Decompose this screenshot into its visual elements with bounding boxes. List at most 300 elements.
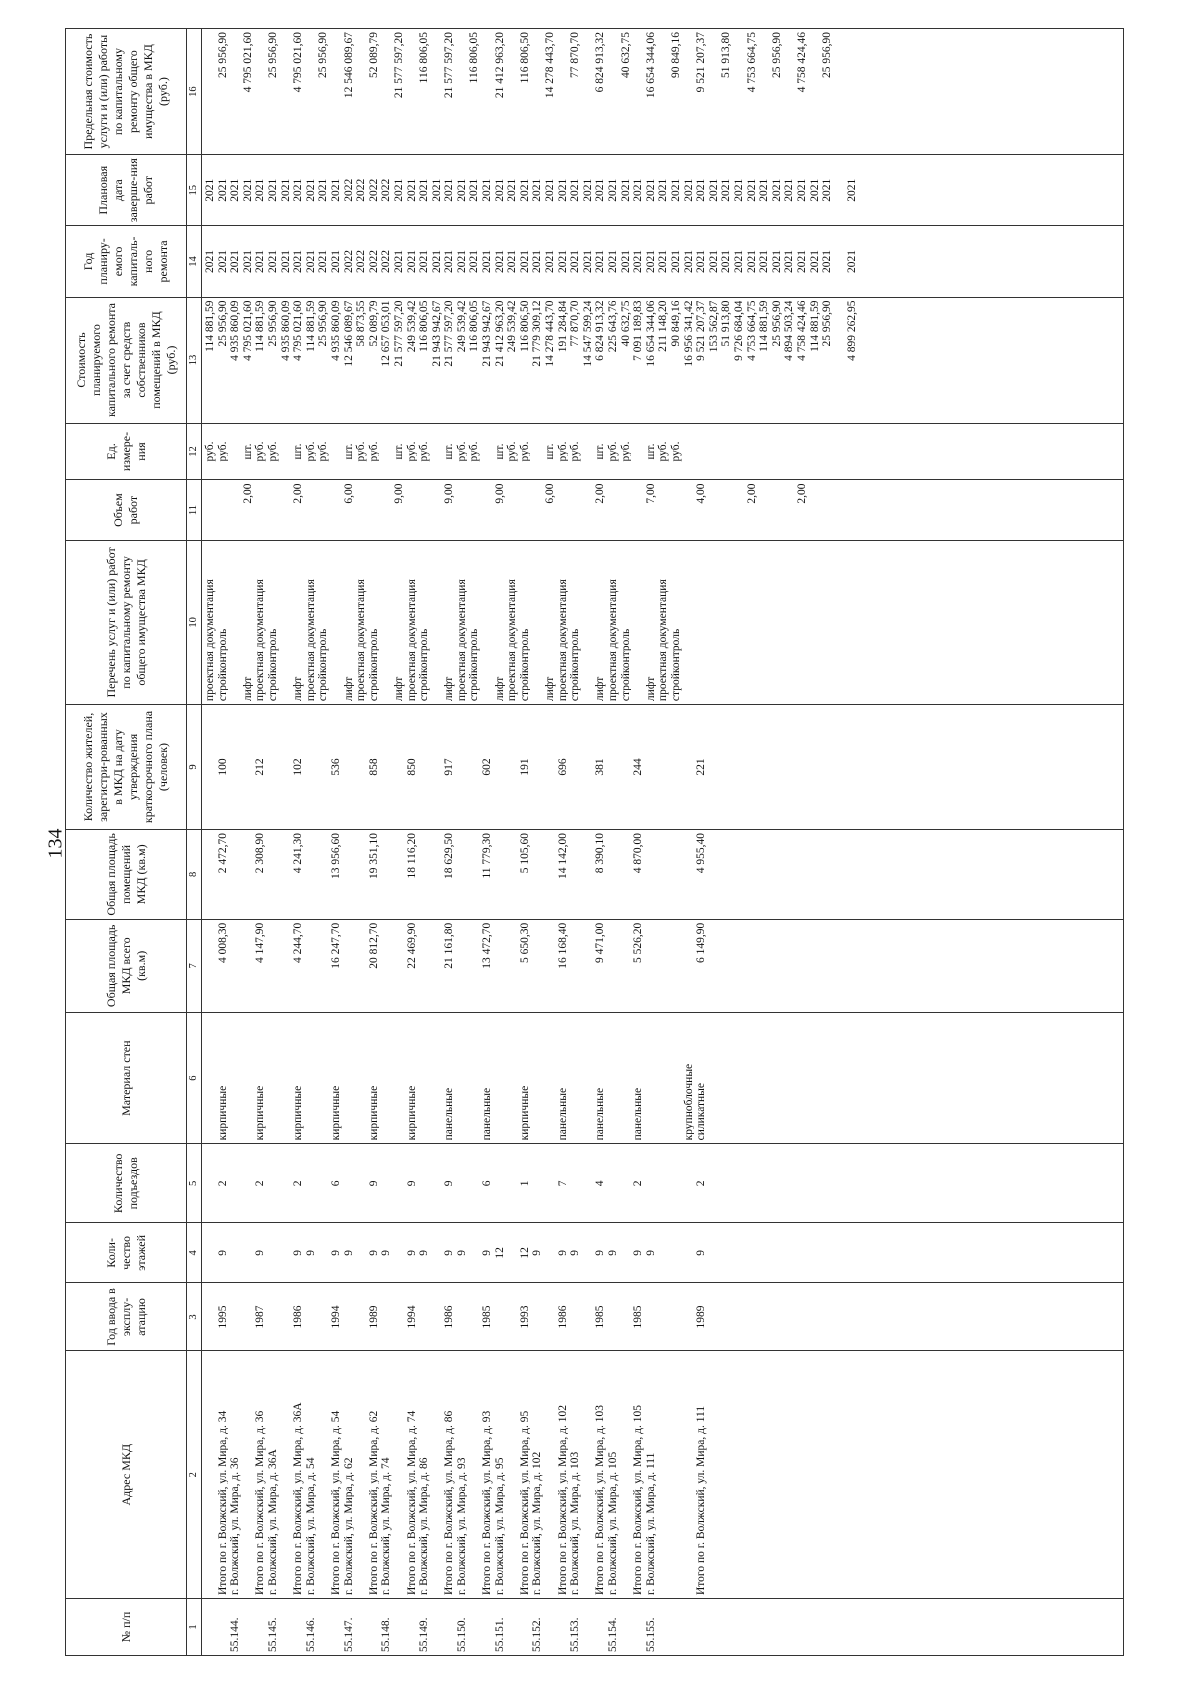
cell-line: 40 632,75 bbox=[619, 300, 632, 347]
cell-line: 2021 bbox=[481, 178, 493, 202]
cell-line: 18 629,50 bbox=[443, 832, 455, 879]
cell-line: г. Волжский, ул. Мира, д. 103 bbox=[569, 1451, 581, 1596]
cell-line bbox=[493, 923, 506, 1009]
cell-line bbox=[619, 1287, 632, 1348]
cell-line bbox=[379, 427, 392, 477]
cell-line bbox=[493, 1016, 506, 1140]
cell-line: 2021 bbox=[493, 178, 506, 202]
cell-line: панельные bbox=[632, 1087, 644, 1141]
cell-line: проектная документация bbox=[657, 579, 669, 702]
cell-line: 21 577 597,20 bbox=[392, 32, 405, 99]
cell-line: 16 168,40 bbox=[556, 922, 569, 969]
cell-line: 2021 bbox=[531, 249, 544, 273]
cell-line: кирпичные bbox=[254, 1085, 266, 1141]
cell-line: 2021 bbox=[594, 249, 606, 273]
cell-line bbox=[505, 1354, 518, 1595]
cell-line: г. Волжский, ул. Мира, д. 95 bbox=[493, 1457, 506, 1596]
cell-line bbox=[203, 833, 216, 916]
cell-line bbox=[405, 32, 418, 151]
cell-line: 211 148,20 bbox=[657, 300, 669, 352]
cell-line bbox=[833, 158, 846, 222]
cell-line bbox=[266, 483, 279, 536]
cell-line bbox=[392, 923, 405, 1009]
cell-line: шт. bbox=[493, 443, 506, 460]
cell-line: стройконтроль bbox=[468, 628, 481, 702]
cell-line: 4 244,70 bbox=[292, 922, 304, 964]
cell-line: Итого по г. Волжский, ул. Мира, д. 102 bbox=[556, 1405, 569, 1596]
cell-line: 2021 bbox=[329, 249, 342, 273]
cell-line bbox=[392, 1287, 405, 1348]
cell-line: 25 956,90 bbox=[317, 300, 329, 347]
cell-line bbox=[467, 1226, 480, 1279]
cell-line bbox=[266, 708, 279, 826]
cell-line: 9 bbox=[329, 1250, 342, 1256]
cell-line: 116 806,50 bbox=[518, 32, 531, 84]
body-col-5 bbox=[202, 1144, 1124, 1223]
cell-line bbox=[656, 1354, 669, 1595]
cell-line: 25 956,90 bbox=[266, 300, 279, 347]
cell-line: 4 753 664,75 bbox=[745, 32, 758, 93]
column-number-3: 3 bbox=[187, 1283, 202, 1351]
header-col-6: Материал стен bbox=[66, 1012, 187, 1143]
cell-line: г. Волжский, ул. Мира, д. 36А bbox=[266, 1449, 279, 1596]
cell-line bbox=[405, 1602, 418, 1652]
cell-line: 6,00 bbox=[544, 483, 556, 504]
cell-line: 9 bbox=[443, 1180, 455, 1187]
cell-line bbox=[430, 1226, 443, 1279]
cell-line: 2021 bbox=[581, 178, 594, 202]
cell-line bbox=[669, 1016, 682, 1140]
cell-line bbox=[644, 1287, 657, 1348]
cell-line: руб. bbox=[569, 441, 581, 462]
cell-line: 21 577 597,20 bbox=[443, 300, 455, 367]
cell-line: 25 956,90 bbox=[821, 32, 833, 78]
cell-line bbox=[354, 1287, 367, 1348]
cell-line: 2021 bbox=[770, 249, 783, 273]
cell-line bbox=[467, 1016, 480, 1140]
cell-line: 9 726 684,04 bbox=[732, 300, 745, 361]
cell-line: 2022 bbox=[380, 249, 392, 273]
cell-line: 6 824 913,32 bbox=[594, 32, 606, 93]
cell-line: Итого по г. Волжский, ул. Мира, д. 54 bbox=[329, 1410, 342, 1596]
cell-line bbox=[266, 923, 279, 1009]
cell-line: 2021 bbox=[795, 178, 808, 202]
cell-line bbox=[669, 1226, 682, 1279]
cell-line: 2021 bbox=[266, 249, 279, 273]
cell-line bbox=[619, 923, 632, 1009]
cell-line: руб. bbox=[607, 441, 619, 462]
cell-line bbox=[530, 32, 543, 151]
cell-line: стройконтроль bbox=[518, 628, 531, 702]
cell-line: 2021 bbox=[531, 178, 544, 202]
cell-line bbox=[430, 1147, 443, 1219]
body-col-9 bbox=[202, 705, 1124, 830]
cell-line: 225 643,76 bbox=[607, 300, 619, 353]
cell-line: 4 758 424,46 bbox=[795, 32, 808, 93]
cell-line bbox=[581, 708, 594, 826]
cell-line bbox=[379, 708, 392, 826]
cell-line: 2021 bbox=[619, 249, 632, 273]
cell-line: 2021 bbox=[732, 249, 745, 273]
header-col-15: Плановая дата заверше-ния работ bbox=[66, 155, 187, 226]
cell-line: 2021 bbox=[443, 249, 455, 273]
cell-line: 2021 bbox=[619, 178, 632, 202]
cell-line: 4 935 860,09 bbox=[279, 300, 292, 361]
cell-line bbox=[682, 483, 695, 536]
cell-line: стройконтроль bbox=[266, 628, 279, 702]
cell-line: 2022 bbox=[342, 178, 355, 202]
cell-line: 2,00 bbox=[594, 483, 606, 504]
cell-line bbox=[581, 483, 594, 536]
cell-line: 55.147. bbox=[342, 1617, 355, 1652]
cell-line: 52 089,79 bbox=[367, 32, 380, 78]
cell-line: 9 bbox=[405, 1180, 418, 1187]
cell-line: 2021 bbox=[292, 249, 304, 273]
cell-line: кирпичные bbox=[518, 1085, 531, 1141]
cell-line bbox=[279, 1602, 292, 1652]
cell-line: 2 308,90 bbox=[254, 832, 266, 874]
cell-line bbox=[279, 32, 292, 151]
cell-line: 2021 bbox=[821, 249, 833, 273]
cell-line: 25 956,90 bbox=[266, 32, 279, 78]
cell-line bbox=[354, 708, 367, 826]
cell-line: Итого по г. Волжский, ул. Мира, д. 105 bbox=[632, 1405, 644, 1596]
cell-line: 2021 bbox=[682, 178, 695, 202]
cell-line bbox=[644, 833, 657, 916]
cell-line bbox=[216, 1602, 229, 1652]
cell-line bbox=[455, 32, 468, 151]
cell-line: 2021 bbox=[304, 178, 317, 202]
cell-line: 2 bbox=[292, 1180, 304, 1187]
cell-line: 2021 bbox=[720, 178, 732, 202]
cell-line bbox=[480, 32, 493, 151]
cell-line: 2021 bbox=[279, 178, 292, 202]
cell-line bbox=[291, 1602, 304, 1652]
cell-line bbox=[354, 833, 367, 916]
cell-line bbox=[279, 833, 292, 916]
cell-line bbox=[631, 483, 644, 536]
cell-line: 9 521 207,37 bbox=[695, 300, 707, 361]
cell-line bbox=[530, 544, 543, 701]
cell-line bbox=[417, 1147, 430, 1219]
cell-line bbox=[619, 1147, 632, 1219]
cell-line: 25 956,90 bbox=[770, 300, 783, 347]
cell-line: 11 779,30 bbox=[481, 832, 493, 879]
cell-line: 16 956 341,42 bbox=[682, 300, 695, 367]
cell-line bbox=[228, 544, 241, 701]
cell-line bbox=[228, 708, 241, 826]
cell-line: 5 526,20 bbox=[632, 922, 644, 964]
cell-line: 2021 bbox=[644, 178, 657, 202]
cell-line bbox=[266, 1147, 279, 1219]
cell-line: 55.149. bbox=[418, 1617, 430, 1652]
cell-line: лифт bbox=[292, 676, 304, 702]
cell-line bbox=[543, 1226, 556, 1279]
cell-line: шт. bbox=[392, 443, 405, 460]
cell-line bbox=[455, 483, 468, 536]
cell-line bbox=[316, 1354, 329, 1595]
body-col-10 bbox=[202, 540, 1124, 704]
header-col-2: Адрес МКД bbox=[66, 1351, 187, 1599]
cell-line: силикатные bbox=[695, 1082, 707, 1141]
cell-line: проектная документация bbox=[455, 579, 468, 702]
header-col-3: Год ввода в эксплу-атацию bbox=[66, 1283, 187, 1351]
cell-line: 2021 bbox=[518, 249, 531, 273]
cell-line: 2021 bbox=[745, 249, 758, 273]
cell-line: стройконтроль bbox=[619, 628, 632, 702]
cell-line: 4 795 021,60 bbox=[241, 32, 254, 93]
cell-line: руб. bbox=[204, 441, 216, 462]
cell-line: 602 bbox=[481, 758, 493, 776]
cell-line bbox=[543, 1354, 556, 1595]
cell-line bbox=[379, 483, 392, 536]
cell-line bbox=[581, 427, 594, 477]
cell-line: 2021 bbox=[632, 249, 644, 273]
header-col-1: № п/п bbox=[66, 1599, 187, 1656]
cell-line bbox=[581, 1226, 594, 1279]
cell-line bbox=[543, 1016, 556, 1140]
cell-line bbox=[455, 833, 468, 916]
cell-line: руб. bbox=[254, 441, 266, 462]
cell-line: 40 632,75 bbox=[619, 32, 632, 78]
cell-line: 2022 bbox=[355, 249, 367, 273]
cell-line: 19 351,10 bbox=[367, 832, 380, 879]
cell-line bbox=[631, 32, 644, 151]
cell-line: 2021 bbox=[607, 249, 619, 273]
column-number-row bbox=[187, 29, 202, 1656]
cell-line: кирпичные bbox=[405, 1085, 418, 1141]
cell-line bbox=[556, 1602, 569, 1652]
cell-line: 2021 bbox=[695, 178, 707, 202]
cell-line: руб. bbox=[556, 441, 569, 462]
cell-line bbox=[530, 708, 543, 826]
cell-line: г. Волжский, ул. Мира, д. 93 bbox=[455, 1457, 468, 1596]
cell-line bbox=[279, 1016, 292, 1140]
cell-line bbox=[631, 1602, 644, 1652]
cell-line bbox=[644, 1016, 657, 1140]
cell-line bbox=[682, 1354, 695, 1595]
cell-line bbox=[430, 1602, 443, 1652]
cell-line: Итого по г. Волжский, ул. Мира, д. 36 bbox=[254, 1410, 266, 1596]
cell-line: 2021 bbox=[254, 178, 266, 202]
cell-line: 2021 bbox=[783, 178, 795, 202]
cell-line bbox=[342, 1287, 355, 1348]
cell-line bbox=[606, 833, 619, 916]
cell-line: 12 546 089,67 bbox=[342, 32, 355, 99]
cell-line bbox=[530, 923, 543, 1009]
cell-line: 2021 bbox=[405, 249, 418, 273]
cell-line bbox=[619, 1016, 632, 1140]
cell-line bbox=[279, 483, 292, 536]
header-col-10: Перечень услуг и (или) работ по капитальному ремонту общего имущества МКД bbox=[66, 540, 187, 704]
cell-line: 2021 bbox=[468, 178, 481, 202]
cell-line: 9 bbox=[342, 1250, 355, 1256]
cell-line bbox=[417, 1016, 430, 1140]
cell-line: 2021 bbox=[581, 249, 594, 273]
cell-line: 4 955,40 bbox=[695, 832, 707, 874]
cell-line: 2021 bbox=[304, 249, 317, 273]
cell-line: 2021 bbox=[279, 249, 292, 273]
cell-line: 4,00 bbox=[695, 483, 707, 504]
cell-line: 9 bbox=[292, 1250, 304, 1256]
cell-line: 2022 bbox=[342, 249, 355, 273]
cell-line bbox=[442, 1602, 455, 1652]
cell-line bbox=[316, 1147, 329, 1219]
body-col-4 bbox=[202, 1223, 1124, 1283]
cell-line: 2021 bbox=[594, 178, 606, 202]
column-number-16: 16 bbox=[187, 29, 202, 155]
cell-line bbox=[203, 1354, 216, 1595]
cell-line: кирпичные bbox=[292, 1085, 304, 1141]
cell-line bbox=[379, 1016, 392, 1140]
cell-line: 21 779 309,12 bbox=[531, 300, 544, 367]
cell-line: 2021 bbox=[707, 178, 720, 202]
table-body-row bbox=[202, 29, 1124, 1656]
cell-line bbox=[329, 1602, 342, 1652]
cell-line: 25 956,90 bbox=[216, 32, 229, 78]
cell-line bbox=[379, 923, 392, 1009]
cell-line bbox=[682, 1226, 695, 1279]
cell-line: стройконтроль bbox=[317, 628, 329, 702]
cell-line: 9 bbox=[405, 1250, 418, 1256]
cell-line bbox=[354, 1147, 367, 1219]
cell-line: лифт bbox=[544, 676, 556, 702]
cell-line: 22 469,90 bbox=[405, 922, 418, 969]
cell-line: лифт bbox=[241, 676, 254, 702]
column-number-13: 13 bbox=[187, 297, 202, 423]
cell-line: 212 bbox=[254, 758, 266, 776]
cell-line: 2021 bbox=[569, 249, 581, 273]
cell-line bbox=[656, 1226, 669, 1279]
cell-line: 2 bbox=[254, 1180, 266, 1187]
cell-line bbox=[304, 833, 317, 916]
cell-line bbox=[619, 1354, 632, 1595]
cell-line: шт. bbox=[544, 443, 556, 460]
cell-line: стройконтроль bbox=[669, 628, 682, 702]
cell-line bbox=[304, 483, 317, 536]
cell-line: 2021 bbox=[758, 249, 770, 273]
cell-line: 2021 bbox=[216, 178, 229, 202]
cell-line bbox=[543, 833, 556, 916]
cell-line bbox=[656, 1147, 669, 1219]
cell-line: 2021 bbox=[669, 178, 682, 202]
cell-line: 9 bbox=[304, 1250, 317, 1256]
cell-line: 2021 bbox=[644, 249, 657, 273]
cell-line: 4 795 021,60 bbox=[241, 300, 254, 361]
cell-line: г. Волжский, ул. Мира, д. 62 bbox=[342, 1457, 355, 1596]
body-col-15 bbox=[202, 155, 1124, 226]
cell-line: 55.153. bbox=[569, 1617, 581, 1652]
cell-line: руб. bbox=[216, 441, 229, 462]
cell-line bbox=[241, 1287, 254, 1348]
cell-line bbox=[682, 1147, 695, 1219]
cell-line bbox=[493, 708, 506, 826]
cell-line: 9 bbox=[594, 1250, 606, 1256]
cell-line: 1987 bbox=[254, 1305, 266, 1329]
cell-line: 1989 bbox=[367, 1305, 380, 1329]
cell-line bbox=[367, 1602, 380, 1652]
cell-line: 21 412 963,20 bbox=[493, 32, 506, 99]
cell-line bbox=[392, 1602, 405, 1652]
cell-line: лифт bbox=[644, 676, 657, 702]
body-col-3 bbox=[202, 1283, 1124, 1351]
cell-line: 77 870,70 bbox=[569, 32, 581, 78]
cell-line: 2,00 bbox=[745, 483, 758, 504]
cell-line bbox=[342, 1016, 355, 1140]
cell-line: г. Волжский, ул. Мира, д. 86 bbox=[418, 1457, 430, 1596]
cell-line: 114 881,59 bbox=[254, 300, 266, 352]
cell-line bbox=[455, 1287, 468, 1348]
cell-line: 2021 bbox=[455, 178, 468, 202]
cell-line bbox=[606, 1016, 619, 1140]
cell-line: 858 bbox=[367, 758, 380, 776]
cell-line: 2021 bbox=[392, 178, 405, 202]
cell-line bbox=[505, 1287, 518, 1348]
cell-line bbox=[354, 1016, 367, 1140]
cell-line: 2022 bbox=[380, 178, 392, 202]
cell-line: 2021 bbox=[745, 178, 758, 202]
cell-line: проектная документация bbox=[506, 579, 518, 702]
cell-line: шт. bbox=[241, 443, 254, 460]
cell-line: 9,00 bbox=[493, 483, 506, 504]
cell-line bbox=[430, 1016, 443, 1140]
cell-line: Итого по г. Волжский, ул. Мира, д. 34 bbox=[216, 1410, 229, 1596]
cell-line: кирпичные bbox=[329, 1085, 342, 1141]
cell-line: 9 bbox=[418, 1250, 430, 1256]
cell-line: 1989 bbox=[695, 1305, 707, 1329]
cell-line: 696 bbox=[556, 758, 569, 776]
cell-line bbox=[568, 833, 581, 916]
cell-line bbox=[543, 708, 556, 826]
cell-line: 52 089,79 bbox=[367, 300, 380, 347]
cell-line: 16 654 344,06 bbox=[644, 32, 657, 99]
cell-line: 9 bbox=[569, 1250, 581, 1256]
cell-line: 5 105,60 bbox=[518, 832, 531, 874]
cell-line: 114 881,59 bbox=[204, 300, 216, 352]
cell-line bbox=[505, 1147, 518, 1219]
cell-line bbox=[379, 544, 392, 701]
cell-line: 9 bbox=[254, 1250, 266, 1256]
cell-line: Итого по г. Волжский, ул. Мира, д. 36А bbox=[292, 1402, 304, 1596]
cell-line bbox=[417, 1287, 430, 1348]
cell-line: 21 577 597,20 bbox=[443, 32, 455, 99]
cell-line: 2021 bbox=[506, 249, 518, 273]
body-col-14 bbox=[202, 226, 1124, 297]
cell-line bbox=[493, 1147, 506, 1219]
cell-line bbox=[228, 1226, 241, 1279]
cell-line bbox=[279, 1147, 292, 1219]
header-col-8: Общая площадь помещений МКД (кв.м) bbox=[66, 829, 187, 919]
body-col-13 bbox=[202, 297, 1124, 423]
cell-line bbox=[316, 923, 329, 1009]
cell-line bbox=[304, 1287, 317, 1348]
cell-line: 917 bbox=[443, 758, 455, 776]
body-col-1 bbox=[202, 1599, 1124, 1656]
cell-line bbox=[581, 923, 594, 1009]
cell-line: 2021 bbox=[229, 249, 241, 273]
cell-line bbox=[342, 833, 355, 916]
cell-line: 4 795 021,60 bbox=[292, 300, 304, 361]
cell-line: Итого по г. Волжский, ул. Мира, д. 103 bbox=[594, 1405, 606, 1596]
cell-line: проектная документация bbox=[254, 579, 266, 702]
cell-line: 244 bbox=[632, 758, 644, 776]
cell-line bbox=[732, 483, 745, 536]
header-col-9: Количество жителей, зарегистри-рованных в МКД на дату утверждения краткосрочного плана (человек) bbox=[66, 705, 187, 830]
cell-line: 1994 bbox=[329, 1305, 342, 1329]
cell-line bbox=[530, 483, 543, 536]
cell-line bbox=[568, 1287, 581, 1348]
cell-line bbox=[568, 483, 581, 536]
